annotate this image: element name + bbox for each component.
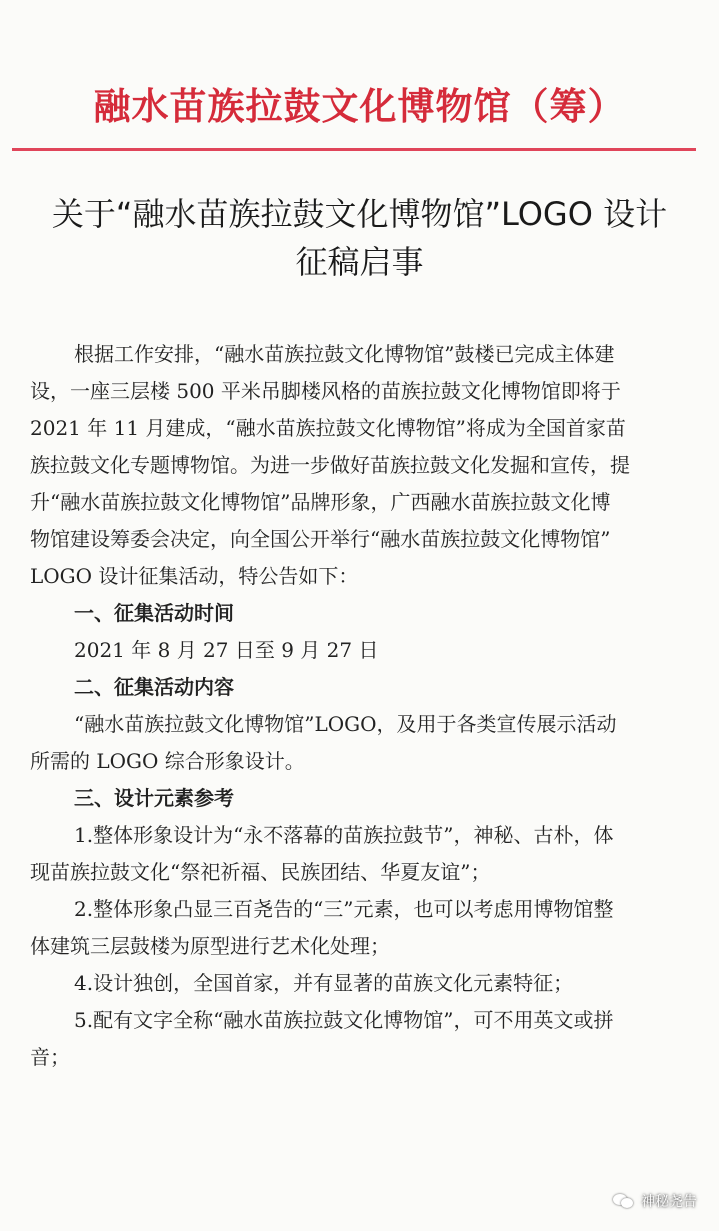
body-line: LOGO 设计征集活动，特公告如下： xyxy=(30,564,359,588)
body-line: 音； xyxy=(30,1045,70,1069)
document-body xyxy=(30,336,694,1076)
body-line: “融水苗族拉鼓文化博物馆”LOGO，及用于各类宣传展示活动 xyxy=(74,712,617,736)
account-watermark xyxy=(613,1191,697,1211)
section-heading-content: 二、征集活动内容 xyxy=(74,675,234,699)
body-line: 族拉鼓文化专题博物馆。为进一步做好苗族拉鼓文化发掘和宣传，提 xyxy=(30,453,630,477)
body-line: 根据工作安排，“融水苗族拉鼓文化博物馆”鼓楼已完成主体建 xyxy=(74,342,615,366)
body-line: 设，一座三层楼 500 平米吊脚楼风格的苗族拉鼓文化博物馆即将于 xyxy=(30,379,621,403)
body-line: 1.整体形象设计为“永不落幕的苗族拉鼓节”，神秘、古朴，体 xyxy=(74,823,614,847)
body-line: 物馆建设筹委会决定，向全国公开举行“融水苗族拉鼓文化博物馆” xyxy=(30,527,611,551)
watermark-text: 神秘尧告 xyxy=(641,1194,697,1210)
section-heading-elements: 三、设计元素参考 xyxy=(74,786,234,810)
body-line: 5.配有文字全称“融水苗族拉鼓文化博物馆”，可不用英文或拼 xyxy=(74,1008,614,1032)
document-title-line-1: 关于“融水苗族拉鼓文化博物馆”LOGO 设计 xyxy=(51,195,668,233)
org-header-title: 融水苗族拉鼓文化博物馆（筹） xyxy=(93,85,626,128)
wechat-icon xyxy=(613,1192,635,1210)
body-line: 2021 年 11 月建成，“融水苗族拉鼓文化博物馆”将成为全国首家苗 xyxy=(30,416,626,440)
section-heading-time: 一、征集活动时间 xyxy=(74,601,234,625)
body-line: 4.设计独创，全国首家，并有显著的苗族文化元素特征； xyxy=(74,971,574,995)
body-line: 2021 年 8 月 27 日至 9 月 27 日 xyxy=(74,638,379,662)
body-line: 2.整体形象凸显三百尧告的“三”元素，也可以考虑用博物馆整 xyxy=(74,897,614,921)
body-line: 升“融水苗族拉鼓文化博物馆”品牌形象，广西融水苗族拉鼓文化博 xyxy=(30,490,611,514)
header-divider xyxy=(12,148,696,151)
body-line: 体建筑三层鼓楼为原型进行艺术化处理； xyxy=(30,934,390,958)
document-title xyxy=(0,190,719,286)
body-line: 所需的 LOGO 综合形象设计。 xyxy=(30,749,305,773)
body-line: 现苗族拉鼓文化“祭祀祈福、民族团结、华夏友谊”； xyxy=(30,860,491,884)
document-title-line-2: 征稿启事 xyxy=(295,243,424,281)
